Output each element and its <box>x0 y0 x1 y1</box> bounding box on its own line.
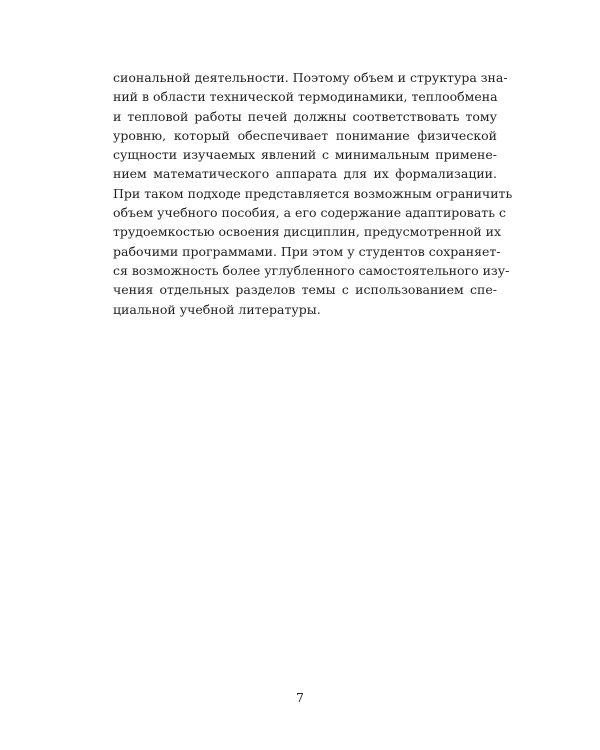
body-text <box>113 68 513 319</box>
text-line: рабочими программами. При этом у студентов сохраняет- <box>113 243 501 259</box>
text-line: циальной учебной литературы. <box>113 301 321 317</box>
text-line: трудоемкостью освоения дисциплин, предусмотренной их <box>113 224 502 240</box>
text-line: ся возможность более углубленного самостоятельного изу- <box>113 262 510 278</box>
text-line: чения отдельных разделов темы с использованием спе- <box>113 282 497 298</box>
text-line: и тепловой работы печей должны соответствовать тому <box>113 108 497 124</box>
text-line: сущности изучаемых явлений с минимальным примене- <box>113 147 497 163</box>
text-line: нием математического аппарата для их формализации. <box>113 166 497 182</box>
text-line: объем учебного пособия, а его содержание адаптировать с <box>113 205 506 221</box>
text-line: При таком подходе представляется возможным ограничить <box>113 185 513 201</box>
text-line: ний в области технической термодинамики, теплообмена <box>113 89 498 105</box>
text-line: сиональной деятельности. Поэтому объем и структура зна- <box>113 70 508 85</box>
text-line: уровню, который обеспечивает понимание физической <box>113 127 497 143</box>
page-number: 7 <box>296 690 304 705</box>
